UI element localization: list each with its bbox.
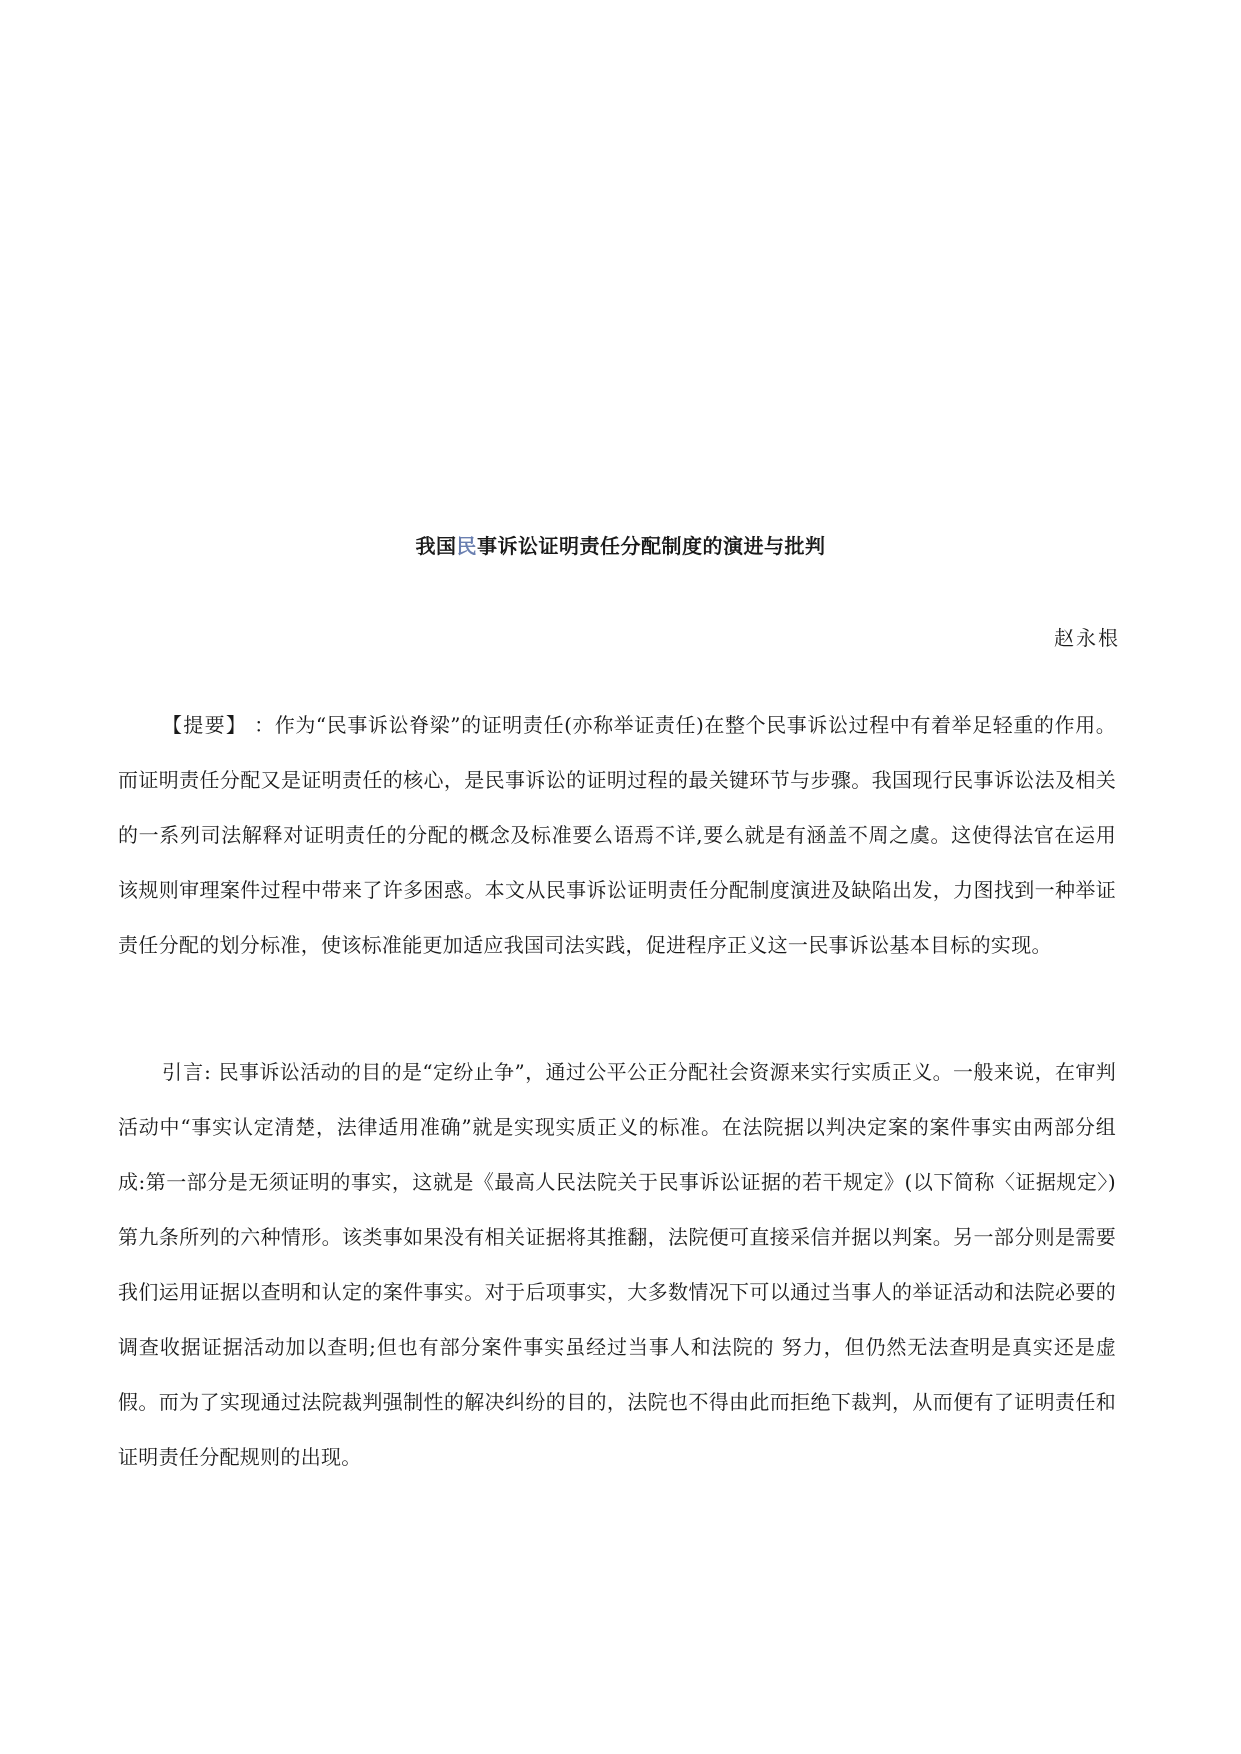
abstract-text: ：作为“民事诉讼脊梁”的证明责任(亦称举证责任)在整个民事诉讼过程中有着举足轻重的作用。而证明责任分配又是证明责任的核心，是民事诉讼的证明过程的最关键环节与步骤。我国现行民事诉讼法及相关的一系列司法解释对证明责任的分配的概念及标准要么语焉不详,要么就是有涵盖不周之虞。这使得法官在运用该规则审理案件过程中带来了许多困惑。本文从民事诉讼证明责任分配制度演进及缺陷出发，力图找到一种举证责任分配的划分标准，使该标准能更加适应我国司法实践，促进程序正义这一民事诉讼基本目标的实现。 bbox=[118, 713, 1117, 957]
abstract-paragraph bbox=[118, 698, 1116, 973]
author-name: 赵永根 bbox=[1054, 626, 1120, 650]
title-highlight: 民 bbox=[456, 534, 477, 558]
intro-label: 引言: bbox=[162, 1060, 212, 1084]
title-part-2: 事诉讼证明责任分配制度的演进与批判 bbox=[477, 534, 826, 558]
intro-paragraph bbox=[118, 1045, 1116, 1485]
document-title bbox=[0, 530, 1241, 559]
abstract-label: 【提要】 bbox=[162, 713, 248, 737]
title-part-1: 我国 bbox=[415, 534, 457, 558]
intro-text: 民事诉讼活动的目的是“定纷止争”，通过公平公正分配社会资源来实行实质正义。一般来说，在审判活动中“事实认定清楚，法律适用准确”就是实现实质正义的标准。在法院据以判决定案的案件事实由两部分组成:第一部分是无须证明的事实，这就是《最高人民法院关于民事诉讼证据的若干规定》(以下简称〈证据规定〉)第九条所列的六种情形。该类事如果没有相关证据将其推翻，法院便可直接采信并据以判案。另一部分则是需要我们运用证据以查明和认定的案件事实。对于后项事实，大多数情况下可以通过当事人的举证活动和法院必要的调查收据证据活动加以查明;但也有部分案件事实虽经过当事人和法院的 努力，但仍然无法查明是真实还是虚假。而为了实现通过法院裁判强制性的解决纠纷的目的，法院也不得由此而拒绝下裁判，从而便有了证明责任和证明责任分配规则的出现。 bbox=[118, 1060, 1116, 1469]
